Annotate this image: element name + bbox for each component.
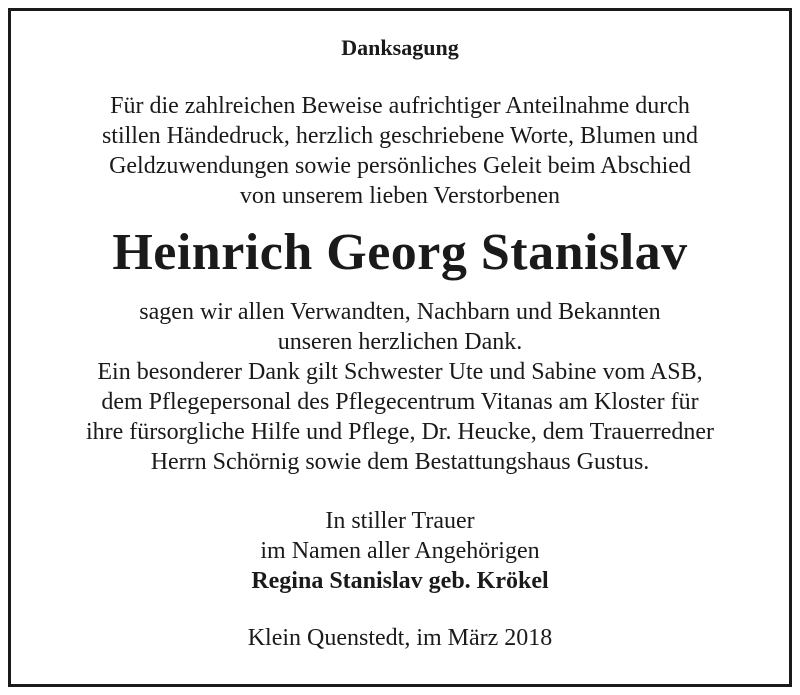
intro-line-2: stillen Händedruck, herzlich geschriebene Worte, Blumen und <box>101 123 699 149</box>
thanks-line-2: unseren herzlichen Dank. <box>277 329 523 355</box>
intro-line-4: von unserem lieben Verstorbenen <box>239 183 561 209</box>
thanks-line-3: Ein besonderer Dank gilt Schwester Ute und Sabine vom ASB, <box>97 359 703 385</box>
signer-name: Regina Stanislav geb. Krökel <box>251 568 549 594</box>
closing-line-1: In stiller Trauer <box>325 508 475 534</box>
notice-heading: Danksagung <box>341 35 459 60</box>
thanks-line-1: sagen wir allen Verwandten, Nachbarn und Bekannten <box>139 299 661 325</box>
notice-frame <box>8 8 792 687</box>
obituary-thank-you-notice <box>11 11 789 684</box>
intro-line-1: Für die zahlreichen Beweise aufrichtiger Anteilnahme durch <box>110 93 690 119</box>
closing-line-2: im Namen aller Angehörigen <box>260 538 540 564</box>
thanks-line-5: ihre fürsorgliche Hilfe und Pflege, Dr. Heucke, dem Trauerredner <box>85 419 715 445</box>
thanks-line-6: Herrn Schörnig sowie dem Bestattungshaus Gustus. <box>150 449 650 475</box>
intro-line-3: Geldzuwendungen sowie persönliches Geleit beim Abschied <box>109 153 691 179</box>
place-date: Klein Quenstedt, im März 2018 <box>247 625 553 651</box>
thanks-line-4: dem Pflegepersonal des Pflegecentrum Vitanas am Kloster für <box>101 389 699 415</box>
deceased-name: Heinrich Georg Stanislav <box>112 224 688 281</box>
